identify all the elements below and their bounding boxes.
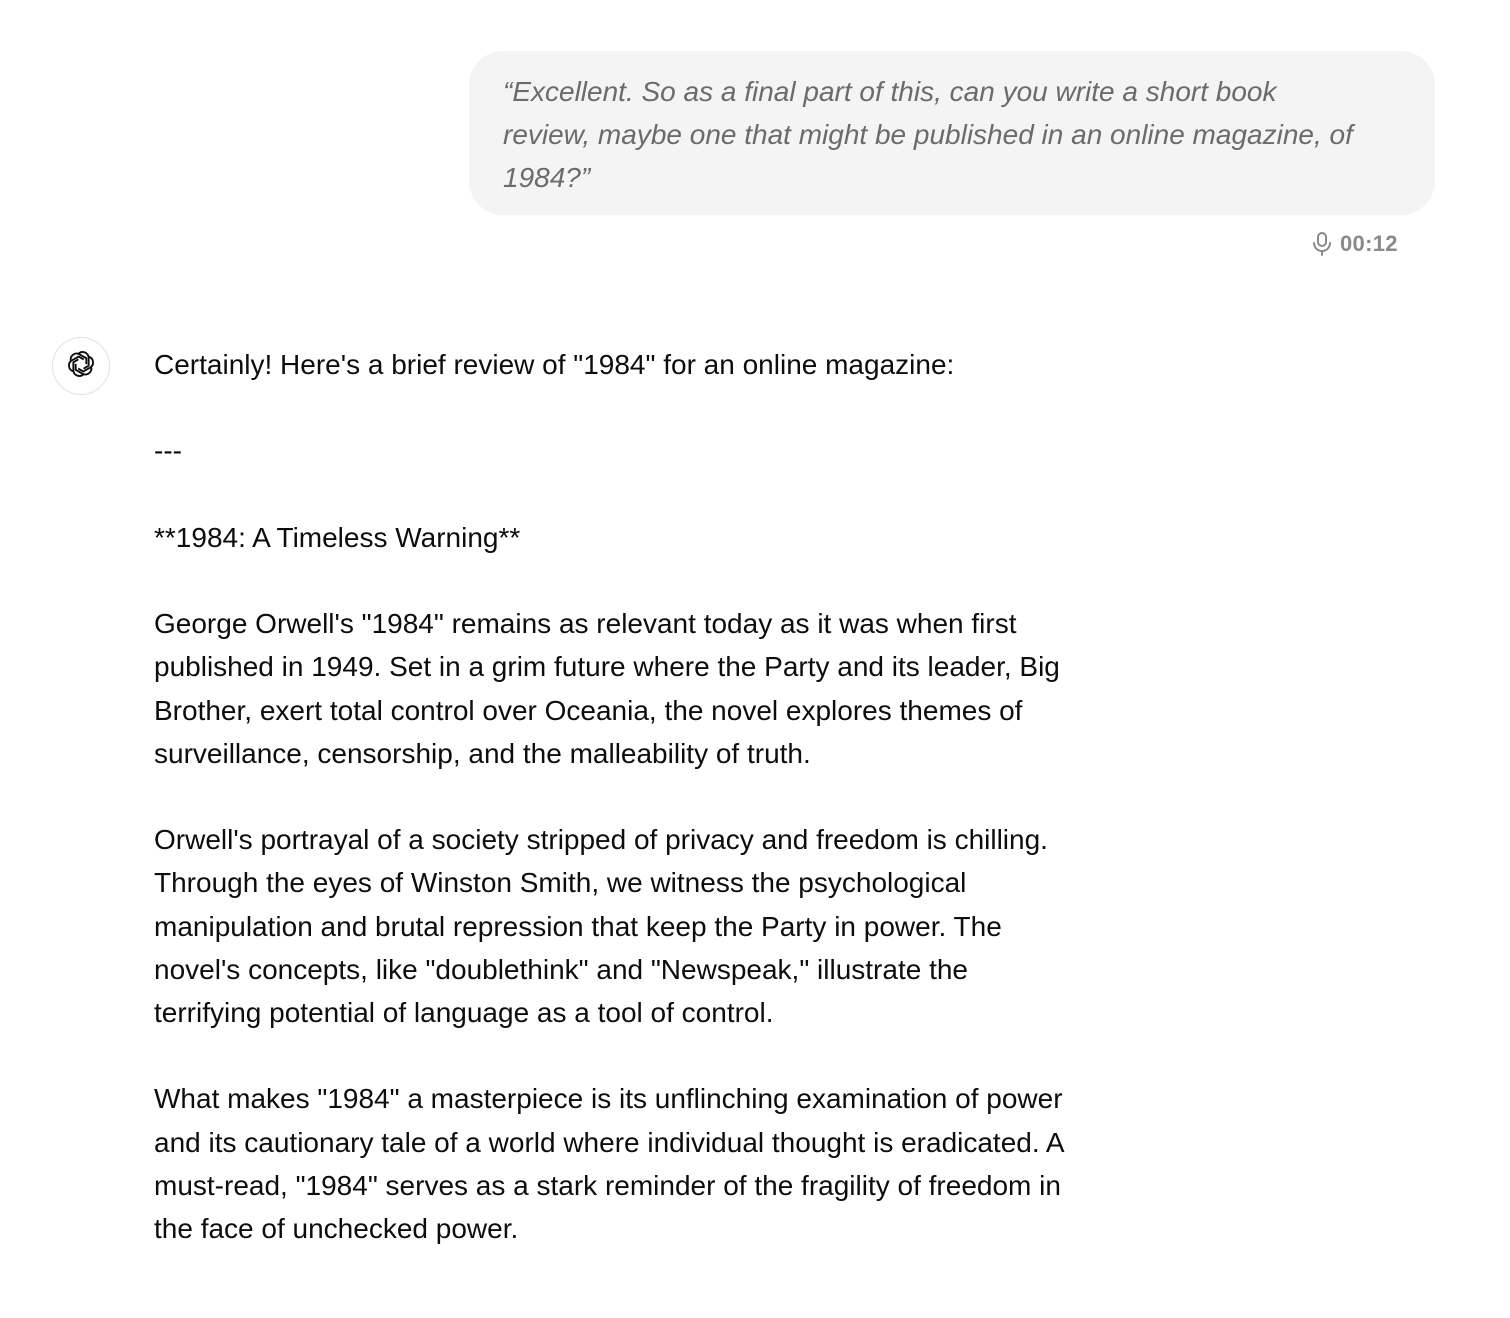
assistant-separator: --- xyxy=(154,435,182,467)
assistant-avatar xyxy=(52,337,110,395)
assistant-intro: Certainly! Here's a brief review of "1984" for an online magazine: xyxy=(154,349,955,380)
microphone-icon xyxy=(1310,231,1334,257)
review-paragraph-3: What makes "1984" a masterpiece is its unflinching examination of power and its cautionary tale of a world where individual thought is eradicated. A must-read, "1984" serves as a stark reminder of the fragility of freedom in the face of unchecked power. xyxy=(154,1083,1064,1244)
openai-logo-icon xyxy=(64,347,98,386)
review-title: **1984: A Timeless Warning** xyxy=(154,521,521,553)
assistant-message xyxy=(154,343,1074,1293)
review-paragraph-1: George Orwell's "1984" remains as relevant today as it was when first published in 1949. Set in a grim future where the Party and its leader, Big Brother, exert total control over Oceania, the novel explores themes of surveillance, censorship, and the malleability of truth. xyxy=(154,608,1060,769)
voice-duration: 00:12 xyxy=(1340,231,1398,256)
user-message-text: “Excellent. So as a final part of this, can you write a short book review, maybe one that might be published in an online magazine, of 1984?” xyxy=(503,76,1353,193)
review-paragraph-2: Orwell's portrayal of a society stripped of privacy and freedom is chilling. Through the eyes of Winston Smith, we witness the psychological manipulation and brutal repression that keep the Party in power. The novel's concepts, like "doublethink" and "Newspeak," illustrate the terrifying potential of language as a tool of control. xyxy=(154,824,1048,1028)
voice-message-meta xyxy=(1310,229,1420,259)
user-message-bubble xyxy=(469,51,1435,215)
